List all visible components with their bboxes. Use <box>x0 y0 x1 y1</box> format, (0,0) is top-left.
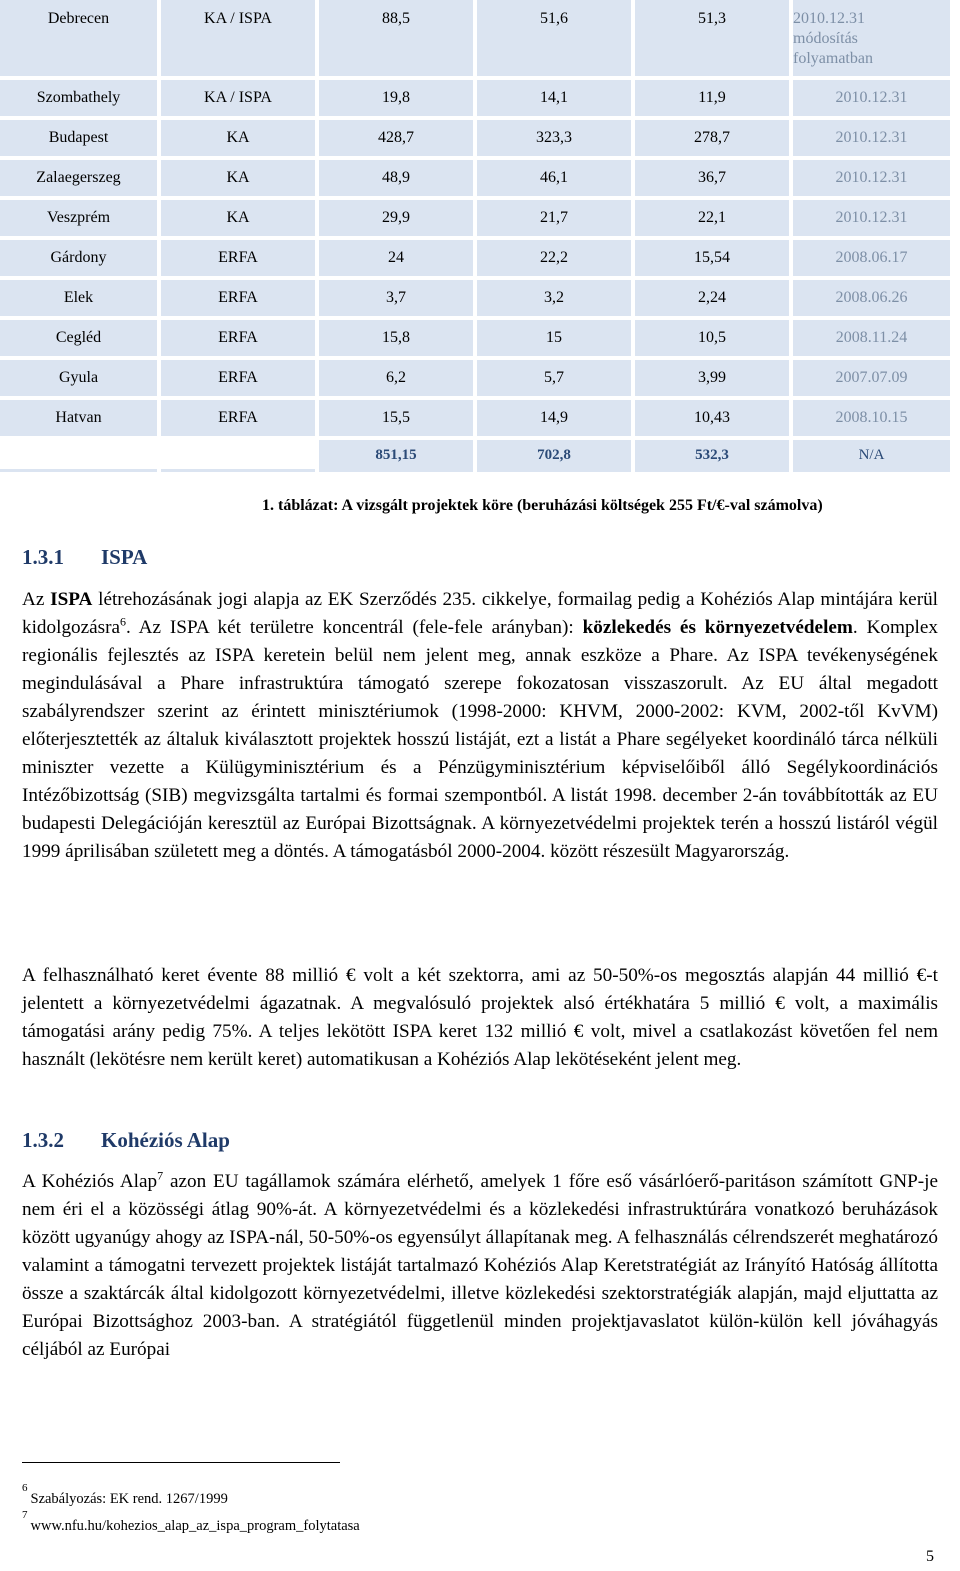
table-row <box>0 200 952 236</box>
city-cell: Debrecen <box>0 0 157 76</box>
date-line: 2010.12.31 <box>835 209 908 226</box>
table-row <box>0 400 952 436</box>
section-title: Kohéziós Alap <box>101 1128 230 1152</box>
table-row <box>0 120 952 156</box>
date-line: 2010.12.31 <box>835 129 908 146</box>
value-cell: 51,3 <box>635 0 789 76</box>
value-cell: 3,7 <box>319 280 473 316</box>
table-row <box>0 360 952 396</box>
date-cell <box>793 160 950 196</box>
section-heading-ispa <box>22 545 147 570</box>
paragraph-budget: A felhasználható keret évente 88 millió € volt a két szektorra, ami az 50-50%-os megosztás alapján 44 millió €-t jelentett a környezetvédelmi ágazatnak. A megvalósuló projektek alsó értékhatára 5 millió € volt, a maximális támogatási arány pedig 75%. A teljes lekötött ISPA keret 132 millió € volt, mivel a csatlakozást követően fel nem használt (lekötésre nem került keret) automatikusan a Kohéziós Alap lekötéseként jelent meg. <box>22 965 938 1070</box>
fund-cell: ERFA <box>161 400 315 436</box>
value-cell: 15,54 <box>635 240 789 276</box>
table-row <box>0 280 952 316</box>
value-cell: 19,8 <box>319 80 473 116</box>
value-cell: 5,7 <box>477 360 631 396</box>
fund-cell: KA <box>161 160 315 196</box>
date-line: 2010.12.31 <box>835 169 908 186</box>
value-cell: 15,8 <box>319 320 473 356</box>
value-cell: 428,7 <box>319 120 473 156</box>
fund-cell: ERFA <box>161 240 315 276</box>
date-cell <box>793 400 950 436</box>
value-cell: 15 <box>477 320 631 356</box>
footnote-separator <box>22 1462 340 1463</box>
value-cell: 29,9 <box>319 200 473 236</box>
total-v2: 702,8 <box>477 440 631 472</box>
paragraph-kohezios: A Kohéziós Alap$^7$ azon EU tagállamok számára elérhető, amelyek 1 főre eső vásárlóerő-paritáson számított GNP-je nem éri el a közösségi átlag 90%-át. A környezetvédelmi és a közlekedési infrastruktúrára vonatkozó beruházások között ugyanúgy ahogy az ISPA-nál, 50-50%-os egyensúlyt állapítanak meg. A felhasználás célrendszerét meghatározó valamint a támogatni tervezett projektek listáját tartalmazó Kohéziós Alap Keretstratégiát az Irányító Hatóság állította össze a szaktárcák által kidolgozott környezetvédelmi, illetve közlekedési szektorstratégiák alapján, majd eljuttatta az Európai Bizottsághoz 2003-ban. A stratégiától függetlenül minden projektjavaslatot külön-külön kell jóváhagyás céljából az Európai <box>22 1168 938 1360</box>
table-row <box>0 80 952 116</box>
value-cell: 48,9 <box>319 160 473 196</box>
fund-cell: KA / ISPA <box>161 0 315 76</box>
value-cell: 51,6 <box>477 0 631 76</box>
fund-cell: ERFA <box>161 360 315 396</box>
value-cell: 2,24 <box>635 280 789 316</box>
date-line: 2008.06.17 <box>835 249 908 266</box>
section-number: 1.3.2 <box>22 1128 64 1152</box>
table-row <box>0 240 952 276</box>
date-line: 2008.06.26 <box>835 289 908 306</box>
date-cell <box>793 0 950 76</box>
fund-cell: ERFA <box>161 280 315 316</box>
section-number: 1.3.1 <box>22 545 64 569</box>
city-cell: Szombathely <box>0 80 157 116</box>
city-cell: Zalaegerszeg <box>0 160 157 196</box>
value-cell: 88,5 <box>319 0 473 76</box>
table-row <box>0 0 952 76</box>
date-cell <box>793 280 950 316</box>
table-row <box>0 320 952 356</box>
section-title: ISPA <box>101 545 148 569</box>
total-v1: 851,15 <box>319 440 473 472</box>
date-cell <box>793 360 950 396</box>
page-number: 5 <box>926 1548 934 1565</box>
value-cell: 22,2 <box>477 240 631 276</box>
date-line: folyamatban <box>793 50 873 67</box>
fund-cell: ERFA <box>161 320 315 356</box>
value-cell: 21,7 <box>477 200 631 236</box>
total-v3: 532,3 <box>635 440 789 472</box>
city-cell: Budapest <box>0 120 157 156</box>
value-cell: 22,1 <box>635 200 789 236</box>
date-line: 2010.12.31 <box>793 10 865 27</box>
footnote-ref-7: 7 <box>157 1168 164 1183</box>
value-cell: 3,2 <box>477 280 631 316</box>
paragraph-ispa: Az ISPA létrehozásának jogi alapja az EK Szerződés 235. cikkelye, formailag pedig a Kohéziós Alap mintájára kerül kidolgozásra$^6$. Az ISPA két területre koncentrál (fele-fele arányban): közlekedés és környezetvédelem. Komplex regionális fejlesztés az ISPA keretein belül nem jelent meg, annak eszköze a Phare. Az ISPA tevékenységének megindulásával a Phare infrastruktúra támogató szerepe fokozatosan visszaszorult. Az EU által megadott szabályrendszer szerint az érintett minisztériumok (1998-2000: KHVM, 2000-2002: KVM, 2002-től KvVM) előterjesztették az általuk kiválasztott projektek hosszú listáját, ezt a listát a Phare segélyeket koordináló tárca nélküli miniszter vezette a Külügyminisztérium és a Pénzügyminisztérium képviselőiből álló Segélykoordinációs Intézőbizottság (SIB) megvizsgálta tartalmi és formai szempontból. A listát 1998. december 2-án továbbították az EU budapesti Delegációján keresztül az Európai Bizottságnak. A környezetvédelmi projektek terén a hosszú listáról végül 1999 áprilisában született meg a döntés. A támogatásból 2000-2004. között részesült Magyarország. <box>22 589 939 862</box>
section-heading-kohezios <box>22 1128 230 1153</box>
date-cell <box>793 200 950 236</box>
value-cell: 46,1 <box>477 160 631 196</box>
value-cell: 278,7 <box>635 120 789 156</box>
value-cell: 3,99 <box>635 360 789 396</box>
city-cell: Elek <box>0 280 157 316</box>
value-cell: 10,43 <box>635 400 789 436</box>
fund-cell: KA <box>161 200 315 236</box>
date-line: 2008.10.15 <box>835 409 908 426</box>
value-cell: 14,1 <box>477 80 631 116</box>
date-line: 2007.07.09 <box>835 369 908 386</box>
date-cell <box>793 120 950 156</box>
table-total-row <box>0 440 952 472</box>
date-cell <box>793 320 950 356</box>
city-cell: Gárdony <box>0 240 157 276</box>
total-date: N/A <box>793 440 950 472</box>
value-cell: 15,5 <box>319 400 473 436</box>
footnote-ref-6: 6 <box>120 614 127 629</box>
table-row <box>0 160 952 196</box>
value-cell: 11,9 <box>635 80 789 116</box>
value-cell: 10,5 <box>635 320 789 356</box>
value-cell: 6,2 <box>319 360 473 396</box>
table-caption: 1. táblázat: A vizsgált projektek köre (beruházási költségek 255 Ft/€-val számolva) <box>262 497 823 514</box>
date-line: 2010.12.31 <box>835 89 908 106</box>
footnote-6: $^6$Szabályozás: EK rend. 1267/1999 <box>22 1482 228 1507</box>
fund-cell: KA <box>161 120 315 156</box>
value-cell: 36,7 <box>635 160 789 196</box>
value-cell: 24 <box>319 240 473 276</box>
date-cell <box>793 80 950 116</box>
date-line: 2008.11.24 <box>835 329 908 346</box>
date-line: módosítás <box>793 30 858 47</box>
footnote-7: $^7$www.nfu.hu/kohezios_alap_az_ispa_program_folytatasa <box>22 1509 360 1534</box>
city-cell: Veszprém <box>0 200 157 236</box>
value-cell: 14,9 <box>477 400 631 436</box>
projects-table <box>0 0 952 472</box>
city-cell: Hatvan <box>0 400 157 436</box>
fund-cell: KA / ISPA <box>161 80 315 116</box>
date-cell <box>793 240 950 276</box>
value-cell: 323,3 <box>477 120 631 156</box>
city-cell: Cegléd <box>0 320 157 356</box>
city-cell: Gyula <box>0 360 157 396</box>
